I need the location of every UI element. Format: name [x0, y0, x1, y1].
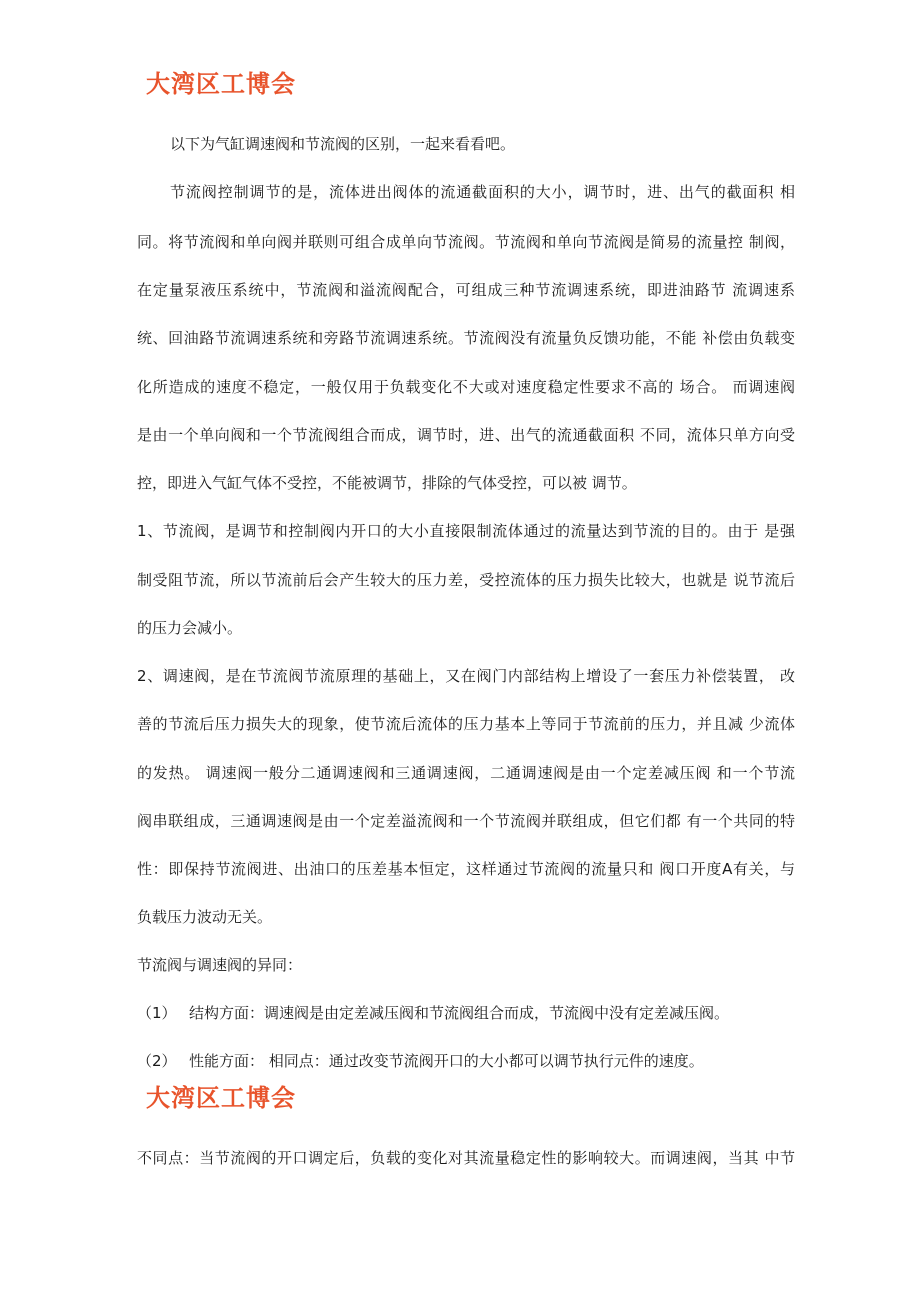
paragraph1-line-5: 化所造成的速度不稳定，一般仅用于负载变化不大或对速度稳定性要求不高的 场合。 而调速阀 [137, 378, 795, 396]
tail-line: 不同点：当节流阀的开口调定后，负载的变化对其流量稳定性的影响较大。而调速阀，当其 中节 [137, 1149, 795, 1167]
item2-line-6: 负载压力波动无关。 [137, 908, 273, 926]
point-1-number: （1） [137, 1004, 177, 1022]
intro-line: 以下为气缸调速阀和节流阀的区别，一起来看看吧。 [170, 135, 516, 153]
comparison-point-1 [137, 1003, 729, 1023]
item2-line-2: 善的节流后压力损失大的现象，使节流后流体的压力基本上等同于节流前的压力，并且减 少流体 [137, 715, 795, 733]
item2-line-1: 2、调速阀，是在节流阀节流原理的基础上，又在阀门内部结构上增设了一套压力补偿装置， 改 [137, 667, 795, 685]
item2-line-4: 阀串联组成，三通调速阀是由一个定差溢流阀和一个节流阀并联组成，但它们都 有一个共同的特 [137, 812, 795, 830]
brand-title: 大湾区工博会 [146, 70, 296, 98]
item1-line-2: 制受阻节流，所以节流前后会产生较大的压力差，受控流体的压力损失比较大，也就是 说节流后 [137, 571, 795, 589]
paragraph1-line-2: 同。将节流阀和单向阀并联则可组合成单向节流阀。节流阀和单向节流阀是简易的流量控 制阀， [137, 233, 795, 251]
point-2-number: （2） [137, 1052, 177, 1070]
comparison-heading: 节流阀与调速阀的异同： [137, 956, 303, 974]
paragraph1-line-7: 控，即进入气缸气体不受控，不能被调节，排除的气体受控，可以被 调节。 [137, 474, 637, 492]
item1-line-1: 1、节流阀，是调节和控制阀内开口的大小直接限制流体通过的流量达到节流的目的。由于 是强 [137, 522, 795, 540]
item2-line-5: 性：即保持节流阀进、出油口的压差基本恒定，这样通过节流阀的流量只和 阀口开度A有关，与 [137, 860, 795, 878]
point-2-text: 性能方面： 相同点：通过改变节流阀开口的大小都可以调节执行元件的速度。 [189, 1052, 704, 1070]
point-1-text: 结构方面：调速阀是由定差减压阀和节流阀组合而成，节流阀中没有定差减压阀。 [189, 1004, 730, 1022]
comparison-point-2 [137, 1051, 704, 1071]
item2-line-3: 的发热。 调速阀一般分二通调速阀和三通调速阀，二通调速阀是由一个定差减压阀 和一个节流 [137, 764, 795, 782]
paragraph1-line-6: 是由一个单向阀和一个节流阀组合而成，调节时，进、出气的流通截面积 不同，流体只单方向受 [137, 426, 795, 444]
paragraph1-line-1: 节流阀控制调节的是，流体进出阀体的流通截面积的大小，调节时，进、出气的截面积 相 [170, 183, 795, 201]
footer-brand-title: 大湾区工博会 [146, 1084, 296, 1112]
item1-line-3: 的压力会减小。 [137, 619, 243, 637]
paragraph1-line-3: 在定量泵液压系统中，节流阀和溢流阀配合，可组成三种节流调速系统，即进油路节 流调速系 [137, 281, 795, 299]
paragraph1-line-4: 统、回油路节流调速系统和旁路节流调速系统。节流阀没有流量负反馈功能，不能 补偿由负载变 [137, 329, 795, 347]
